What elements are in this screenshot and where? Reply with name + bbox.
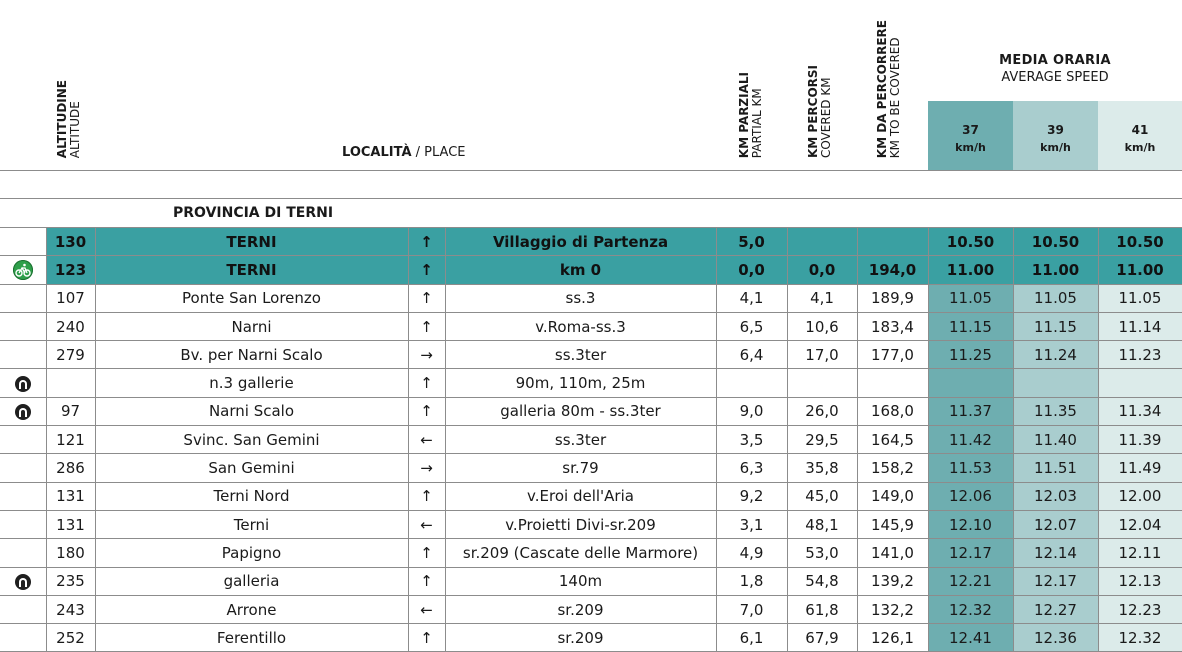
row-icon-cell <box>0 284 46 312</box>
time-39-cell: 12.03 <box>1013 482 1098 510</box>
km-partial-header-it: KM PARZIALI <box>737 71 751 158</box>
road-cell: sr.209 <box>445 595 716 623</box>
time-41-cell: 12.32 <box>1098 624 1182 652</box>
row-icon-cell <box>0 624 46 652</box>
row-icon-cell <box>0 595 46 623</box>
road-cell: Villaggio di Partenza <box>445 228 716 256</box>
direction-arrow-cell: ← <box>408 595 445 623</box>
row-icon-cell <box>0 341 46 369</box>
km-partial-cell: 3,1 <box>716 510 787 538</box>
row-icon-cell <box>0 369 46 397</box>
time-37-cell: 11.00 <box>928 256 1013 284</box>
route-table <box>0 227 1182 652</box>
km-partial-cell <box>716 369 787 397</box>
time-41-cell: 10.50 <box>1098 228 1182 256</box>
km-covered-cell: 54,8 <box>787 567 857 595</box>
time-37-cell: 11.37 <box>928 397 1013 425</box>
time-39-cell: 12.17 <box>1013 567 1098 595</box>
direction-arrow-cell: ↑ <box>408 284 445 312</box>
altitude-cell: 243 <box>46 595 95 623</box>
time-37-cell: 11.05 <box>928 284 1013 312</box>
km-covered-cell: 10,6 <box>787 312 857 340</box>
road-cell: sr.79 <box>445 454 716 482</box>
altitude-cell: 130 <box>46 228 95 256</box>
km-remaining-column-header <box>876 20 902 158</box>
table-row <box>0 426 1182 454</box>
speed-37-value: 37 <box>962 123 979 137</box>
table-row <box>0 454 1182 482</box>
km-covered-cell: 35,8 <box>787 454 857 482</box>
road-cell: sr.209 <box>445 624 716 652</box>
time-37-cell: 12.41 <box>928 624 1013 652</box>
km-partial-cell: 6,4 <box>716 341 787 369</box>
altitude-cell: 279 <box>46 341 95 369</box>
speed-37-header <box>928 101 1013 170</box>
row-icon-cell <box>0 539 46 567</box>
altitude-cell: 107 <box>46 284 95 312</box>
row-icon-cell <box>0 510 46 538</box>
place-cell: Papigno <box>95 539 408 567</box>
time-37-cell: 11.15 <box>928 312 1013 340</box>
km-remaining-cell: 183,4 <box>857 312 928 340</box>
time-39-cell: 12.14 <box>1013 539 1098 567</box>
km-covered-cell <box>787 228 857 256</box>
time-41-cell: 11.23 <box>1098 341 1182 369</box>
time-37-cell <box>928 369 1013 397</box>
time-39-cell: 11.51 <box>1013 454 1098 482</box>
place-cell: TERNI <box>95 256 408 284</box>
time-41-cell: 11.14 <box>1098 312 1182 340</box>
time-39-cell: 12.07 <box>1013 510 1098 538</box>
place-header-it: LOCALITÀ <box>342 145 412 160</box>
altitude-cell: 131 <box>46 510 95 538</box>
km-remaining-cell: 132,2 <box>857 595 928 623</box>
km-covered-column-header <box>807 65 833 158</box>
table-row <box>0 539 1182 567</box>
km-covered-header-en: COVERED KM <box>819 77 833 158</box>
place-cell: galleria <box>95 567 408 595</box>
km-remaining-cell: 194,0 <box>857 256 928 284</box>
province-title: PROVINCIA DI TERNI <box>173 205 334 221</box>
km-partial-cell: 3,5 <box>716 426 787 454</box>
place-column-header <box>342 145 466 160</box>
road-cell: v.Roma-ss.3 <box>445 312 716 340</box>
km-partial-cell: 6,1 <box>716 624 787 652</box>
row-icon-cell <box>0 567 46 595</box>
km-partial-cell: 4,9 <box>716 539 787 567</box>
place-header-separator: / <box>411 145 425 160</box>
altitude-cell: 131 <box>46 482 95 510</box>
km-partial-cell: 1,8 <box>716 567 787 595</box>
time-41-cell: 12.23 <box>1098 595 1182 623</box>
km-partial-header-en: PARTIAL KM <box>750 88 764 158</box>
direction-arrow-cell: ↑ <box>408 228 445 256</box>
km-remaining-header-en: KM TO BE COVERED <box>888 37 902 158</box>
altitude-cell: 286 <box>46 454 95 482</box>
tunnel-icon <box>15 404 31 420</box>
table-row <box>0 284 1182 312</box>
time-41-cell: 12.04 <box>1098 510 1182 538</box>
time-37-cell: 12.21 <box>928 567 1013 595</box>
road-cell: km 0 <box>445 256 716 284</box>
altitude-cell: 123 <box>46 256 95 284</box>
road-cell: galleria 80m - ss.3ter <box>445 397 716 425</box>
time-41-cell: 12.13 <box>1098 567 1182 595</box>
direction-arrow-cell: ↑ <box>408 624 445 652</box>
time-37-cell: 11.53 <box>928 454 1013 482</box>
direction-arrow-cell: ↑ <box>408 397 445 425</box>
km-covered-cell: 53,0 <box>787 539 857 567</box>
speed-41-header <box>1098 101 1182 170</box>
direction-arrow-cell: → <box>408 341 445 369</box>
direction-arrow-cell: ↑ <box>408 256 445 284</box>
table-row <box>0 567 1182 595</box>
tunnel-icon <box>15 574 31 590</box>
place-cell: Narni Scalo <box>95 397 408 425</box>
km-partial-cell: 6,3 <box>716 454 787 482</box>
km-remaining-cell: 139,2 <box>857 567 928 595</box>
row-icon-cell <box>0 228 46 256</box>
direction-arrow-cell: ← <box>408 426 445 454</box>
km-covered-cell: 61,8 <box>787 595 857 623</box>
altitude-cell: 180 <box>46 539 95 567</box>
km-remaining-cell: 158,2 <box>857 454 928 482</box>
km-remaining-cell <box>857 228 928 256</box>
table-header <box>0 0 1182 170</box>
direction-arrow-cell: → <box>408 454 445 482</box>
place-cell: Svinc. San Gemini <box>95 426 408 454</box>
time-41-cell <box>1098 369 1182 397</box>
speed-39-header <box>1013 101 1098 170</box>
time-39-cell: 11.15 <box>1013 312 1098 340</box>
km-partial-cell: 6,5 <box>716 312 787 340</box>
table-row <box>0 482 1182 510</box>
road-cell: 90m, 110m, 25m <box>445 369 716 397</box>
time-41-cell: 11.34 <box>1098 397 1182 425</box>
place-cell: Arrone <box>95 595 408 623</box>
km-partial-cell: 4,1 <box>716 284 787 312</box>
table-row <box>0 397 1182 425</box>
speed-41-unit: km/h <box>1124 141 1156 154</box>
road-cell: v.Eroi dell'Aria <box>445 482 716 510</box>
average-speed-header-en: AVERAGE SPEED <box>1001 70 1109 85</box>
time-39-cell: 12.36 <box>1013 624 1098 652</box>
altitude-header-it: ALTITUDINE <box>55 79 69 158</box>
km-partial-cell: 7,0 <box>716 595 787 623</box>
km-remaining-cell: 145,9 <box>857 510 928 538</box>
km-remaining-header-it: KM DA PERCORRERE <box>875 19 889 158</box>
time-39-cell <box>1013 369 1098 397</box>
km-remaining-cell <box>857 369 928 397</box>
km-partial-column-header <box>738 72 764 158</box>
time-39-cell: 11.00 <box>1013 256 1098 284</box>
row-icon-cell <box>0 312 46 340</box>
table-row <box>0 369 1182 397</box>
place-cell: Terni <box>95 510 408 538</box>
time-41-cell: 11.49 <box>1098 454 1182 482</box>
time-39-cell: 11.05 <box>1013 284 1098 312</box>
altitude-header-en: ALTITUDE <box>68 100 82 158</box>
km-covered-cell: 26,0 <box>787 397 857 425</box>
direction-arrow-cell: ← <box>408 510 445 538</box>
speed-41-value: 41 <box>1131 123 1149 137</box>
direction-arrow-cell: ↑ <box>408 567 445 595</box>
road-cell: sr.209 (Cascate delle Marmore) <box>445 539 716 567</box>
place-cell: Bv. per Narni Scalo <box>95 341 408 369</box>
row-icon-cell <box>0 454 46 482</box>
time-39-cell: 11.24 <box>1013 341 1098 369</box>
section-divider <box>0 198 1182 199</box>
table-row <box>0 595 1182 623</box>
row-icon-cell <box>0 256 46 284</box>
km-remaining-cell: 164,5 <box>857 426 928 454</box>
altitude-cell: 235 <box>46 567 95 595</box>
place-cell: n.3 gallerie <box>95 369 408 397</box>
time-37-cell: 12.32 <box>928 595 1013 623</box>
time-41-cell: 12.11 <box>1098 539 1182 567</box>
km-partial-cell: 9,2 <box>716 482 787 510</box>
direction-arrow-cell: ↑ <box>408 539 445 567</box>
table-row <box>0 228 1182 256</box>
road-cell: v.Proietti Divi-sr.209 <box>445 510 716 538</box>
average-speed-header-it: MEDIA ORARIA <box>999 53 1111 68</box>
time-41-cell: 11.05 <box>1098 284 1182 312</box>
speed-39-value: 39 <box>1047 123 1064 137</box>
time-37-cell: 12.10 <box>928 510 1013 538</box>
km-remaining-cell: 141,0 <box>857 539 928 567</box>
place-cell: Ponte San Lorenzo <box>95 284 408 312</box>
bike-icon <box>13 260 33 280</box>
road-cell: 140m <box>445 567 716 595</box>
road-cell: ss.3ter <box>445 341 716 369</box>
speed-37-unit: km/h <box>955 141 986 154</box>
km-partial-cell: 5,0 <box>716 228 787 256</box>
km-partial-cell: 0,0 <box>716 256 787 284</box>
tunnel-icon <box>15 376 31 392</box>
time-37-cell: 11.25 <box>928 341 1013 369</box>
road-cell: ss.3 <box>445 284 716 312</box>
altitude-cell: 121 <box>46 426 95 454</box>
km-covered-cell: 0,0 <box>787 256 857 284</box>
place-cell: San Gemini <box>95 454 408 482</box>
average-speed-header <box>928 52 1182 86</box>
row-icon-cell <box>0 426 46 454</box>
time-39-cell: 10.50 <box>1013 228 1098 256</box>
time-41-cell: 11.39 <box>1098 426 1182 454</box>
time-39-cell: 11.40 <box>1013 426 1098 454</box>
km-partial-cell: 9,0 <box>716 397 787 425</box>
row-icon-cell <box>0 397 46 425</box>
time-37-cell: 10.50 <box>928 228 1013 256</box>
km-remaining-cell: 189,9 <box>857 284 928 312</box>
km-remaining-cell: 149,0 <box>857 482 928 510</box>
km-covered-cell: 17,0 <box>787 341 857 369</box>
header-divider <box>0 170 1182 171</box>
row-icon-cell <box>0 482 46 510</box>
time-37-cell: 11.42 <box>928 426 1013 454</box>
altitude-cell: 252 <box>46 624 95 652</box>
time-37-cell: 12.06 <box>928 482 1013 510</box>
altitude-cell <box>46 369 95 397</box>
time-37-cell: 12.17 <box>928 539 1013 567</box>
direction-arrow-cell: ↑ <box>408 312 445 340</box>
km-covered-cell: 45,0 <box>787 482 857 510</box>
table-row <box>0 510 1182 538</box>
km-covered-header-it: KM PERCORSI <box>806 64 820 158</box>
km-covered-cell <box>787 369 857 397</box>
place-cell: Ferentillo <box>95 624 408 652</box>
place-cell: Terni Nord <box>95 482 408 510</box>
direction-arrow-cell: ↑ <box>408 482 445 510</box>
table-row <box>0 341 1182 369</box>
km-covered-cell: 67,9 <box>787 624 857 652</box>
time-41-cell: 11.00 <box>1098 256 1182 284</box>
altitude-column-header <box>56 80 82 158</box>
place-header-en: PLACE <box>424 145 466 160</box>
altitude-cell: 240 <box>46 312 95 340</box>
km-remaining-cell: 168,0 <box>857 397 928 425</box>
km-covered-cell: 48,1 <box>787 510 857 538</box>
altitude-cell: 97 <box>46 397 95 425</box>
place-cell: TERNI <box>95 228 408 256</box>
direction-arrow-cell: ↑ <box>408 369 445 397</box>
km-covered-cell: 29,5 <box>787 426 857 454</box>
road-cell: ss.3ter <box>445 426 716 454</box>
table-row <box>0 312 1182 340</box>
route-table-body <box>0 228 1182 652</box>
place-cell: Narni <box>95 312 408 340</box>
time-39-cell: 12.27 <box>1013 595 1098 623</box>
table-row <box>0 624 1182 652</box>
time-39-cell: 11.35 <box>1013 397 1098 425</box>
table-row <box>0 256 1182 284</box>
km-covered-cell: 4,1 <box>787 284 857 312</box>
km-remaining-cell: 126,1 <box>857 624 928 652</box>
time-41-cell: 12.00 <box>1098 482 1182 510</box>
speed-39-unit: km/h <box>1040 141 1071 154</box>
km-remaining-cell: 177,0 <box>857 341 928 369</box>
